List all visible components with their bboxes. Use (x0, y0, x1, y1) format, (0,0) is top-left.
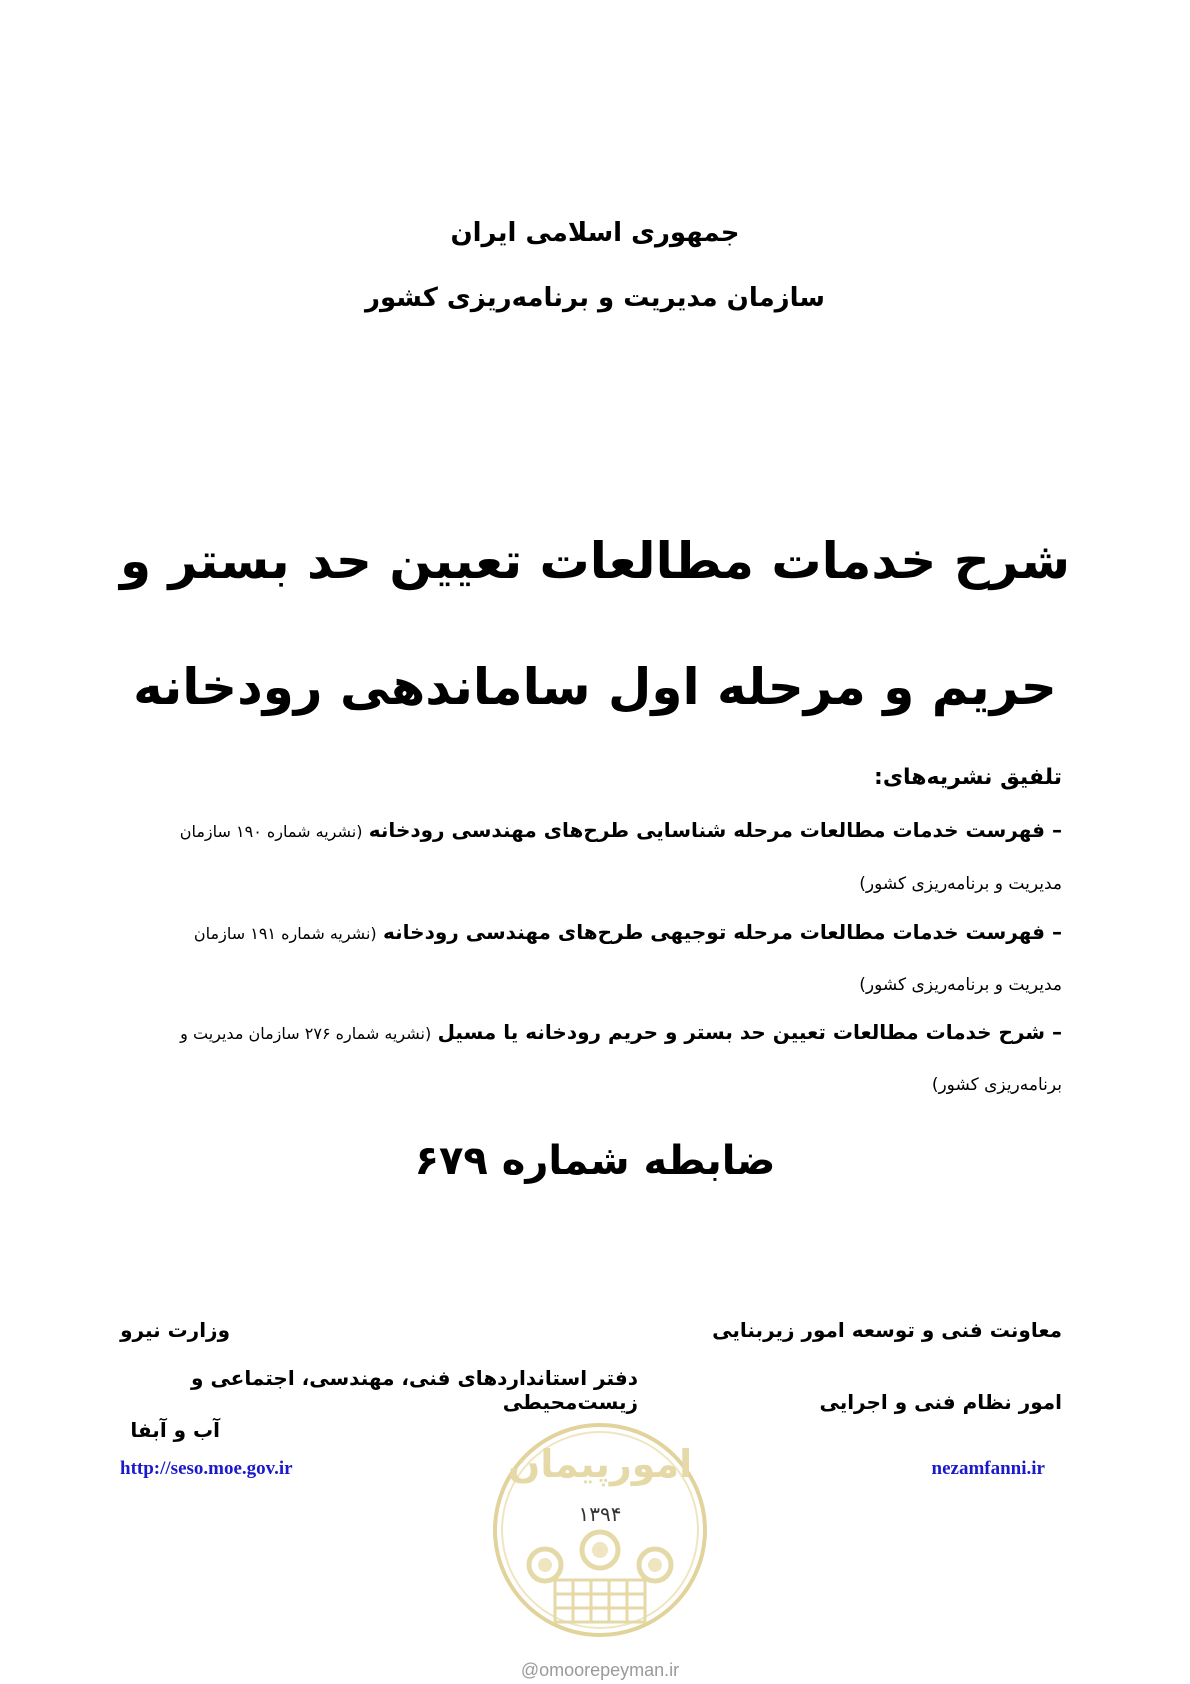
publication-note: (نشریه شماره ۲۷۶ سازمان مدیریت و (180, 1024, 432, 1043)
publication-note: (نشریه شماره ۱۹۱ سازمان (193, 924, 377, 943)
publication-item-1 (127, 818, 1062, 842)
standards-office-name: دفتر استانداردهای فنی، مهندسی، اجتماعی و زیست‌محیطی (191, 1366, 638, 1414)
seal-year: ۱۳۹۴ (578, 1502, 622, 1526)
publication-note-continued: برنامه‌ریزی کشور) (931, 1075, 1062, 1095)
nezamfanni-link[interactable]: nezamfanni.ir (931, 1458, 1045, 1479)
document-title-line-1: شرح خدمات مطالعات تعیین حد بستر و (119, 532, 1071, 590)
publication-item-3 (127, 1020, 1062, 1044)
compilation-heading: تلفیق نشریه‌های: (874, 765, 1062, 790)
publication-title: – فهرست خدمات مطالعات مرحله توجیهی طرح‌های مهندسی رودخانه (383, 920, 1062, 944)
publication-note: (نشریه شماره ۱۹۰ سازمان (179, 822, 363, 841)
organization-name: سازمان مدیریت و برنامه‌ریزی کشور (365, 283, 825, 313)
water-department-name: آب و آبفا (130, 1418, 220, 1442)
watermark-text: @omoorepeyman.ir (520, 1660, 680, 1680)
technical-affairs-name: امور نظام فنی و اجرایی (819, 1390, 1062, 1414)
ministry-name: وزارت نیرو (120, 1318, 230, 1342)
country-name: جمهوری اسلامی ایران (450, 218, 740, 248)
publication-title: – شرح خدمات مطالعات تعیین حد بستر و حریم رودخانه یا مسیل (437, 1020, 1062, 1044)
publication-note-continued: مدیریت و برنامه‌ریزی کشور) (859, 874, 1062, 894)
standard-number: ضابطه شماره ۶۷۹ (414, 1138, 776, 1184)
document-title-line-2: حریم و مرحله اول ساماندهی رودخانه (133, 658, 1057, 716)
publication-note-continued: مدیریت و برنامه‌ریزی کشور) (859, 975, 1062, 995)
deputy-office-name: معاونت فنی و توسعه امور زیربنایی (712, 1318, 1062, 1342)
seso-link[interactable]: http://seso.moe.gov.ir (120, 1458, 293, 1479)
publication-title: – فهرست خدمات مطالعات مرحله شناسایی طرح‌های مهندسی رودخانه (368, 818, 1062, 842)
seal-logo-text: امورپیمان (507, 1442, 693, 1486)
publication-item-2 (127, 920, 1062, 944)
seal-logo-icon (485, 1415, 715, 1645)
